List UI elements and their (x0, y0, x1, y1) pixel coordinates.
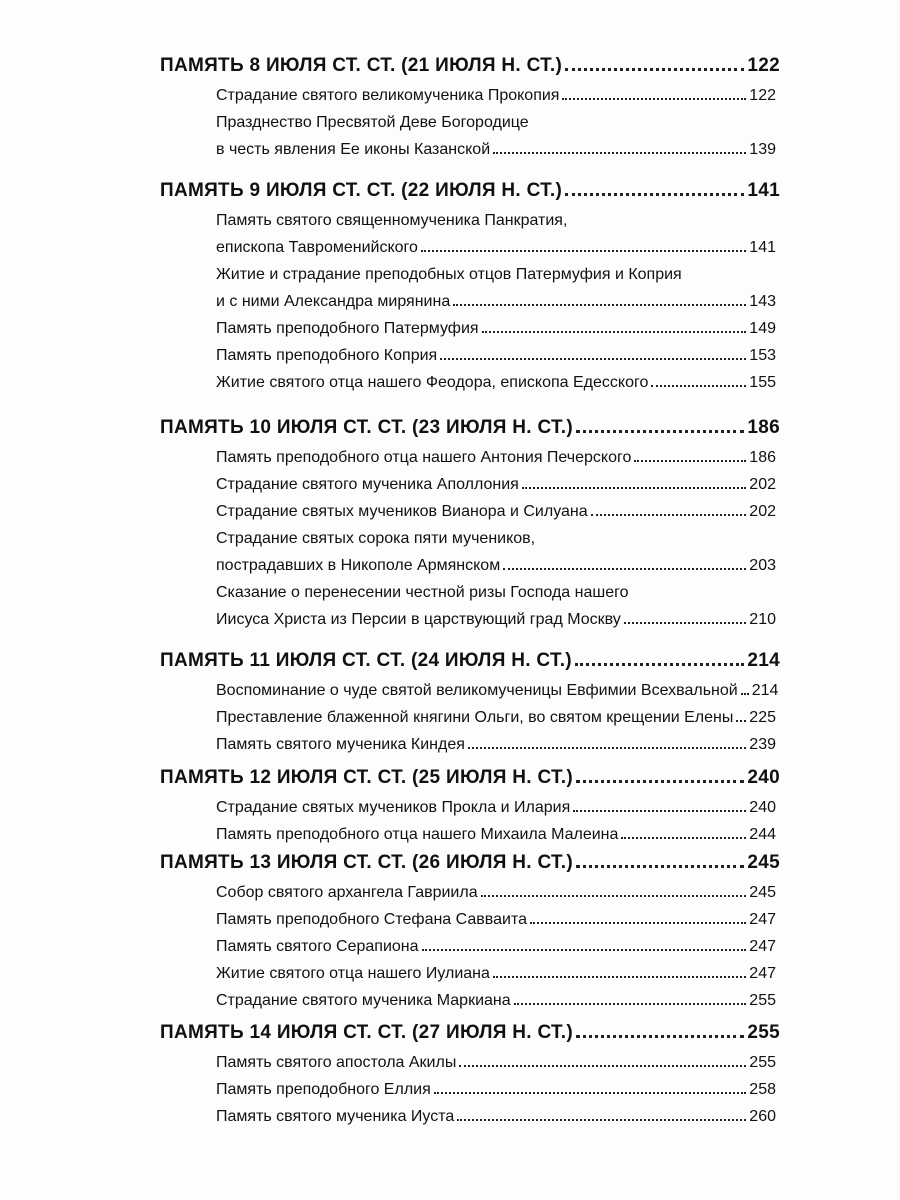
dot-leader (481, 895, 747, 897)
entry-title: епископа Тавроменийского (216, 239, 418, 256)
toc-entry (216, 736, 776, 754)
entry-title: Память преподобного отца нашего Антония Печерского (216, 449, 632, 466)
dot-leader (422, 949, 747, 951)
section-title: ПАМЯТЬ 10 ИЮЛЯ СТ. СТ. (23 ИЮЛЯ Н. СТ.) (160, 417, 573, 438)
dot-leader (573, 810, 746, 812)
toc-entry (216, 293, 776, 311)
entry-title: Собор святого архангела Гавриила (216, 884, 478, 901)
toc-entry-line: Сказание о перенесении честной ризы Господа нашего (216, 584, 629, 601)
dot-leader (621, 837, 746, 839)
entry-page-number: 122 (749, 87, 776, 104)
dot-leader (457, 1119, 746, 1121)
toc-entry (216, 503, 776, 521)
entry-page-number: 239 (749, 736, 776, 753)
toc-entry (216, 347, 776, 365)
toc-entry-line: Память святого священномученика Панкратия, (216, 212, 568, 229)
entry-title: Память святого Серапиона (216, 938, 419, 955)
toc-entry (216, 1054, 776, 1072)
entry-title: в честь явления Ее иконы Казанской (216, 141, 491, 158)
toc-section-heading (160, 1022, 780, 1044)
entry-title: Преставление блаженной княгини Ольги, во святом крещении Елены (216, 709, 734, 726)
entry-title: Память святого мученика Киндея (216, 736, 465, 753)
toc-entry (216, 87, 776, 105)
toc-entry (216, 476, 776, 494)
section-title: ПАМЯТЬ 9 ИЮЛЯ СТ. СТ. (22 ИЮЛЯ Н. СТ.) (160, 180, 563, 201)
toc-section-heading (160, 852, 780, 874)
toc-entry-line: Празднество Пресвятой Деве Богородице (216, 114, 529, 131)
toc-section-heading (160, 417, 780, 439)
dot-leader (459, 1065, 746, 1067)
entry-title: Страдание святых мучеников Прокла и Илария (216, 799, 571, 816)
entry-title: Память преподобного Стефана Савваита (216, 911, 527, 928)
entry-page-number: 202 (749, 503, 776, 520)
toc-entry-line: Житие и страдание преподобных отцов Патермуфия и Коприя (216, 266, 682, 283)
entry-page-number: 210 (749, 611, 776, 628)
entry-page-number: 143 (749, 293, 776, 310)
entry-page-number: 240 (749, 799, 776, 816)
dot-leader (434, 1092, 747, 1094)
section-title: ПАМЯТЬ 8 ИЮЛЯ СТ. СТ. (21 ИЮЛЯ Н. СТ.) (160, 55, 563, 76)
dot-leader (576, 1035, 744, 1038)
dot-leader (503, 568, 746, 570)
toc-entry (216, 799, 776, 817)
entry-page-number: 255 (749, 992, 776, 1009)
toc-entry (216, 141, 776, 159)
section-page-number: 240 (747, 767, 780, 788)
entry-title: Страдание святого мученика Аполлония (216, 476, 519, 493)
entry-page-number: 225 (749, 709, 776, 726)
entry-title: Память преподобного Патермуфия (216, 320, 479, 337)
section-page-number: 255 (747, 1022, 780, 1043)
entry-title: Страдание святого великомученика Прокопия (216, 87, 560, 104)
dot-leader (440, 358, 746, 360)
entry-title: Память святого апостола Акилы (216, 1054, 457, 1071)
toc-entry (216, 884, 776, 902)
toc-entry (216, 611, 776, 629)
toc-entry (216, 911, 776, 929)
dot-leader (741, 693, 749, 695)
entry-title: Воспоминание о чуде святой великомученицы Евфимии Всехвальной (216, 682, 738, 699)
dot-leader (624, 622, 747, 624)
entry-page-number: 155 (749, 374, 776, 391)
toc-entry (216, 1081, 776, 1099)
section-page-number: 186 (747, 417, 780, 438)
entry-page-number: 260 (749, 1108, 776, 1125)
entry-title: и с ними Александра мирянина (216, 293, 451, 310)
entry-page-number: 149 (749, 320, 776, 337)
toc-entry (216, 320, 776, 338)
entry-page-number: 153 (749, 347, 776, 364)
section-page-number: 214 (747, 650, 780, 671)
toc-section-heading (160, 767, 780, 789)
entry-page-number: 247 (749, 911, 776, 928)
dot-leader (651, 385, 746, 387)
dot-leader (514, 1003, 747, 1005)
entry-page-number: 244 (749, 826, 776, 843)
toc-entry (216, 1108, 776, 1126)
dot-leader (565, 68, 744, 71)
section-page-number: 122 (747, 55, 780, 76)
dot-leader (575, 663, 744, 666)
dot-leader (530, 922, 746, 924)
toc-entry (216, 449, 776, 467)
dot-leader (591, 514, 747, 516)
dot-leader (493, 976, 746, 978)
entry-title: Страдание святых мучеников Вианора и Силуана (216, 503, 588, 520)
section-title: ПАМЯТЬ 12 ИЮЛЯ СТ. СТ. (25 ИЮЛЯ Н. СТ.) (160, 767, 573, 788)
toc-entry (216, 992, 776, 1010)
section-title: ПАМЯТЬ 11 ИЮЛЯ СТ. СТ. (24 ИЮЛЯ Н. СТ.) (160, 650, 572, 671)
dot-leader (493, 152, 746, 154)
entry-page-number: 141 (749, 239, 776, 256)
entry-page-number: 245 (749, 884, 776, 901)
entry-page-number: 186 (749, 449, 776, 466)
dot-leader (522, 487, 746, 489)
entry-page-number: 258 (749, 1081, 776, 1098)
toc-section-heading (160, 55, 780, 77)
toc-section-heading (160, 650, 780, 672)
dot-leader (565, 193, 744, 196)
dot-leader (634, 460, 746, 462)
entry-page-number: 247 (749, 938, 776, 955)
entry-title: пострадавших в Никополе Армянском (216, 557, 501, 574)
toc-entry (216, 682, 779, 700)
toc-section-heading (160, 180, 780, 202)
section-title: ПАМЯТЬ 14 ИЮЛЯ СТ. СТ. (27 ИЮЛЯ Н. СТ.) (160, 1022, 573, 1043)
dot-leader (421, 250, 746, 252)
section-page-number: 141 (747, 180, 780, 201)
dot-leader (453, 304, 746, 306)
entry-page-number: 203 (749, 557, 776, 574)
toc-entry-line: Страдание святых сорока пяти мучеников, (216, 530, 536, 547)
dot-leader (576, 865, 744, 868)
entry-title: Память преподобного отца нашего Михаила Малеина (216, 826, 619, 843)
toc-entry (216, 557, 776, 575)
dot-leader (468, 747, 746, 749)
entry-page-number: 255 (749, 1054, 776, 1071)
entry-title: Память святого мученика Иуста (216, 1108, 455, 1125)
entry-title: Страдание святого мученика Маркиана (216, 992, 511, 1009)
toc-entry (216, 826, 776, 844)
dot-leader (576, 430, 744, 433)
dot-leader (482, 331, 747, 333)
entry-title: Житие святого отца нашего Иулиана (216, 965, 490, 982)
toc-entry (216, 239, 776, 257)
entry-title: Житие святого отца нашего Феодора, епископа Едесского (216, 374, 649, 391)
entry-title: Память преподобного Коприя (216, 347, 438, 364)
entry-page-number: 214 (751, 682, 779, 699)
dot-leader (736, 720, 746, 722)
entry-page-number: 202 (749, 476, 776, 493)
dot-leader (562, 98, 746, 100)
toc-entry (216, 965, 776, 983)
section-page-number: 245 (747, 852, 780, 873)
section-title: ПАМЯТЬ 13 ИЮЛЯ СТ. СТ. (26 ИЮЛЯ Н. СТ.) (160, 852, 573, 873)
entry-page-number: 247 (749, 965, 776, 982)
dot-leader (576, 780, 744, 783)
entry-page-number: 139 (749, 141, 776, 158)
entry-title: Память преподобного Еллия (216, 1081, 431, 1098)
toc-entry (216, 374, 776, 392)
toc-entry (216, 938, 776, 956)
entry-title: Иисуса Христа из Персии в царствующий град Москву (216, 611, 621, 628)
toc-entry (216, 709, 776, 727)
